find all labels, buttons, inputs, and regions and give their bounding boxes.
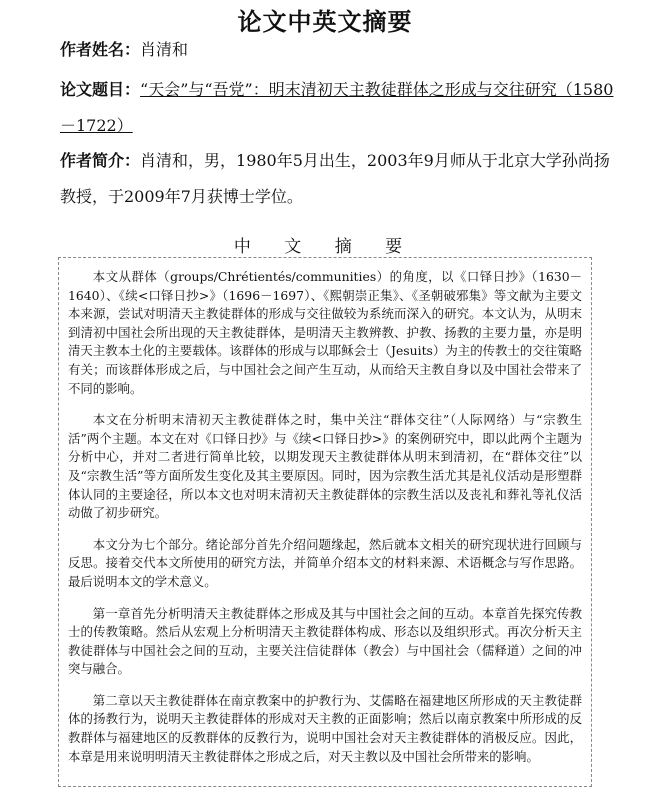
abstract-paragraph-5: 第二章以天主教徒群体在南京教案中的护教行为、艾儒略在福建地区所形成的天主教徒群体的扬教行为，说明天主教徒群体的形成对天主教的正面影响；然后以南京教案中所形成的反教群体与福建地区的反教群体的反教行为，说明中国社会对天主教徒群体的消极反应。因此，本章是用来说明明清天主教徒群体之形成之后，对天主教以及中国社会所带来的影响。 bbox=[68, 692, 582, 764]
thesis-title-label: 论文题目： bbox=[60, 80, 141, 99]
author-line bbox=[60, 35, 620, 65]
author-bio-value: 肖清和，男，1980年5月出生，2003年9月师从于北京大学孙尚扬教授，于2009年7月获博士学位。 bbox=[60, 151, 610, 206]
abstract-paragraph-2: 本文在分析明末清初天主教徒群体之时，集中关注“群体交往”（人际网络）与“宗教生活”两个主题。本文在对《口铎日抄》与《续<口铎日抄>》的案例研究中，即以此两个主题为分析中心，并对二者进行简单比较，以期发现天主教徒群体从明末到清初，在“群体交往”以及“宗教生活”等方面所发生变化及其主要原因。同时，因为宗教生活尤其是礼仪活动是形塑群体认同的主要途径，所以本文也对明末清初天主教徒群体的宗教生活以及丧礼和葬礼等礼仪活动做了初步研究。 bbox=[68, 412, 582, 521]
abstract-paragraph-4: 第一章首先分析明清天主教徒群体之形成及其与中国社会之间的互动。本章首先探究传教士的传教策略。然后从宏观上分析明清天主教徒群体构成、形态以及组织形式。再次分析天主教徒群体与中国社会之间的互动，主要关注信徒群体（教会）与中国社会（儒释道）之间的冲突与融合。 bbox=[68, 605, 582, 677]
author-bio-block bbox=[60, 143, 616, 215]
abstract-paragraph-1: 本文从群体（groups/Chrétientés/communities）的角度，以《口铎日抄》（1630－1640）、《续<口铎日抄>》（1696－1697）、《熙朝崇正集》、《圣朝破邪集》等文献为主要文本来源，尝试对明清天主教徒群体的形成与交往做较为系统而深入的研究。本文认为，从明末到清初中国社会所出现的天主教徒群体，是明清天主教辨教、护教、扬教的主要力量，亦是明清天主教本土化的主要载体。该群体的形成与以耶稣会士（Jesuits）为主的传教士的交往策略有关；而该群体形成之后，与中国社会之间产生互动，从而给天主教自身以及中国社会带来了不同的影响。 bbox=[68, 269, 582, 396]
thesis-title-block bbox=[60, 72, 616, 144]
author-label: 作者姓名： bbox=[60, 40, 141, 59]
author-name: 肖清和 bbox=[140, 40, 189, 59]
author-bio-label: 作者简介： bbox=[60, 151, 141, 170]
abstract-heading: 中 文 摘 要 bbox=[233, 237, 417, 257]
abstract-paragraph-3: 本文分为七个部分。绪论部分首先介绍问题缘起，然后就本文相关的研究现状进行回顾与反思。接着交代本文所使用的研究方法，并简单介绍本文的材料来源、术语概念与写作思路。最后说明本文的学术意义。 bbox=[68, 536, 582, 589]
page-title: 论文中英文摘要 bbox=[237, 7, 413, 36]
abstract-box bbox=[58, 257, 592, 787]
thesis-title-value: “天会”与“吾党”：明末清初天主教徒群体之形成与交往研究（1580－1722） bbox=[60, 80, 614, 135]
